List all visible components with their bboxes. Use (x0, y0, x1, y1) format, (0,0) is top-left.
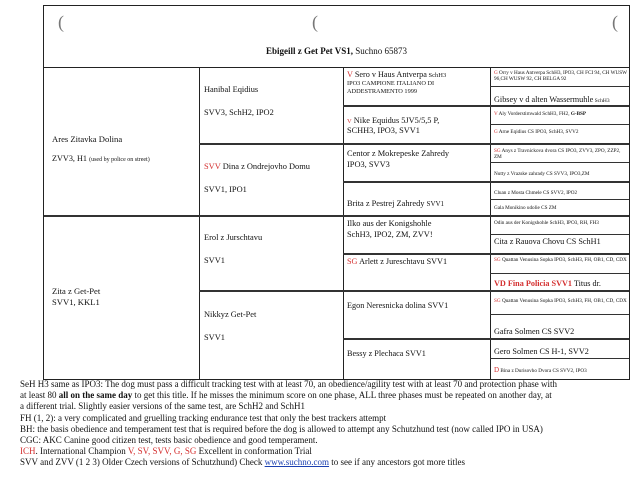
sire-cell (52, 134, 197, 164)
sire-dam-titles: SVV1, IPO1 (204, 184, 247, 194)
center-paren-mark: ( (312, 12, 318, 32)
gen4-cell-3: V Aly Vorderstirnwald SchH3, FH2, G-BSP (494, 111, 587, 117)
suchno-link[interactable]: www.suchno.com (264, 457, 330, 468)
dam-cell (52, 286, 197, 307)
pedigree-header (43, 5, 630, 68)
note-line-8: SVV and ZVV (1 2 3) Older Czech versions of Schutzhund) Check www.suchno.com to see if any ancestors got more titles (20, 457, 465, 468)
title-notes (20, 379, 632, 469)
sire-sire-titles: SVV3, SchH2, IPO2 (204, 107, 274, 117)
gen4-cell-14: Gafra Solmen CS SVV2 (494, 327, 575, 336)
page-title: Ebigeill z Get Pet VS1, Suchno 65873 (265, 46, 408, 56)
gen4-cell-15: Gero Solmen CS H-1, SVV2 (494, 347, 589, 356)
dam-titles: SVV1, KKL1 (52, 296, 100, 307)
sire-name: Ares Zitavka Dolina (52, 134, 123, 144)
gen4-cell-4: G Arne Eqidius CS IPO3, SchH3, SVV2 (494, 129, 579, 135)
sire-dam-name: SVV Dina z Ondrejovho Domu (204, 162, 310, 171)
gen3-dsd-cell: SG Arlett z Jureschtavu SVV1 (347, 257, 448, 266)
gen4-cell-5: SG Anys z Travnickova dvora CS IPO3, ZVV3, ZPO, ZZP2, ZM (494, 148, 621, 161)
gen4-cell-7: Cluan z Mosta Chmele CS SVV2, IPO2 (494, 190, 578, 196)
note-line-7: ICH. International Champion V, SV, SVV, G, SG Excellent in conformation Trial (20, 446, 312, 457)
note-line-2: at least 80 all on the same day to get this title. If he misses the minimum score on one phase, ALL three phases must be repeated on another day, at (20, 390, 552, 401)
sire-dam-cell (204, 162, 340, 195)
gen3-dss-cell: Ilko aus der Konigshohle SchH3, IPO2, ZM, ZVV! (347, 219, 433, 239)
dam-sire-name: Erol z Jurschtavu (204, 233, 263, 242)
sire-sire-name: Hanibal Eqidius (204, 85, 259, 94)
gen4-cell-11: SG Quattan Venusina Sopka IPO3, SchH3, FH, OB1, CD, CDX (494, 257, 627, 263)
sire-titles: ZVV3, H1 (used by police on street) (52, 153, 150, 163)
note-line-1: SeH H3 same as IPO3: The dog must pass a difficult tracking test with at least 70, an obedience/agility test with at least 70 and protection phase with (20, 379, 558, 389)
gen4-cell-6: Nutty z Vrazske zahrady CS SVV3, IPO3,ZM (494, 171, 590, 177)
dam-sire-titles: SVV1 (204, 255, 225, 265)
note-line-6: CGC: AKC Canine good citizen test, tests basic obedience and good temperament. (20, 435, 318, 446)
gen4-cell-1: G Orry v Haus Antverpa SchH3, IPO3, CH FCI 94, CH WUSW 96,CH WUSW 92, CH BELGA 92 (494, 70, 627, 83)
gen4-cell-2: Gibsey v d alten Wassermuhle SchH3 (494, 95, 610, 104)
gen4-cell-10: Cita z Rauova Chovu CS SchH1 (494, 237, 601, 246)
dam-dam-titles: SVV1 (204, 332, 225, 342)
gen3-ssd-cell: V Nike Equidus 5JV5/5,5 P, SCHH3, IPO3, SVV1 (347, 116, 440, 136)
gen4-cell-16: D Bina z Durisovho Dvora CS SVV2, IPO3 (494, 366, 587, 374)
gen4-cell-8: Gala Monikino udolie CS ZM (494, 205, 557, 211)
gen4-cell-12: VD Fina Policia SVV1 Titus dr. (494, 279, 601, 288)
sire-sire-cell (204, 85, 340, 118)
gen4-cell-13: SG Quattan Venusina Sopka IPO3, SchH3, FH, OB1, CD, CDX (494, 298, 627, 304)
gen3-sss-cell: V Sero v Haus Antverpa SchH3 IPO3 CAMPIONE ITALIANO DI ADDESTRAMENTO 1999 (347, 70, 447, 96)
gen3-ddd-cell: Bessy z Plechaca SVV1 (347, 349, 426, 358)
gen4-cell-9: Odin aus der Konigshohle SchH3, IPO3, RH, FH3 (494, 220, 599, 226)
gen3-sds-cell: Centor z Mokrepeske Zahredy IPO3, SVV3 (347, 149, 450, 169)
left-paren-mark: ( (58, 12, 64, 32)
right-paren-mark: ( (612, 12, 618, 32)
dam-sire-cell (204, 233, 340, 266)
note-line-4: FH (1, 2): a very complicated and gruelling tracking endurance test that only the best trackers attempt (20, 412, 387, 423)
gen3-dds-cell: Egon Neresnicka dolina SVV1 (347, 301, 449, 310)
note-line-3: a different trial. Slightly easier versions of the same test, are SchH2 and SchH1 (20, 401, 306, 412)
dam-dam-cell (204, 310, 340, 343)
gen3-sdd-cell: Brita z Pestrej Zahredy SVV1 (347, 199, 445, 208)
pedigree-table (43, 67, 630, 380)
dam-name: Zita z Get-Pet (52, 286, 101, 296)
dam-dam-name: Nikkyz Get-Pet (204, 310, 257, 319)
note-line-5: BH: the basis obedience and temperament test that is required before the dog is allowed to attempt any Schutzhund test (now called IPO in USA) (20, 423, 543, 434)
